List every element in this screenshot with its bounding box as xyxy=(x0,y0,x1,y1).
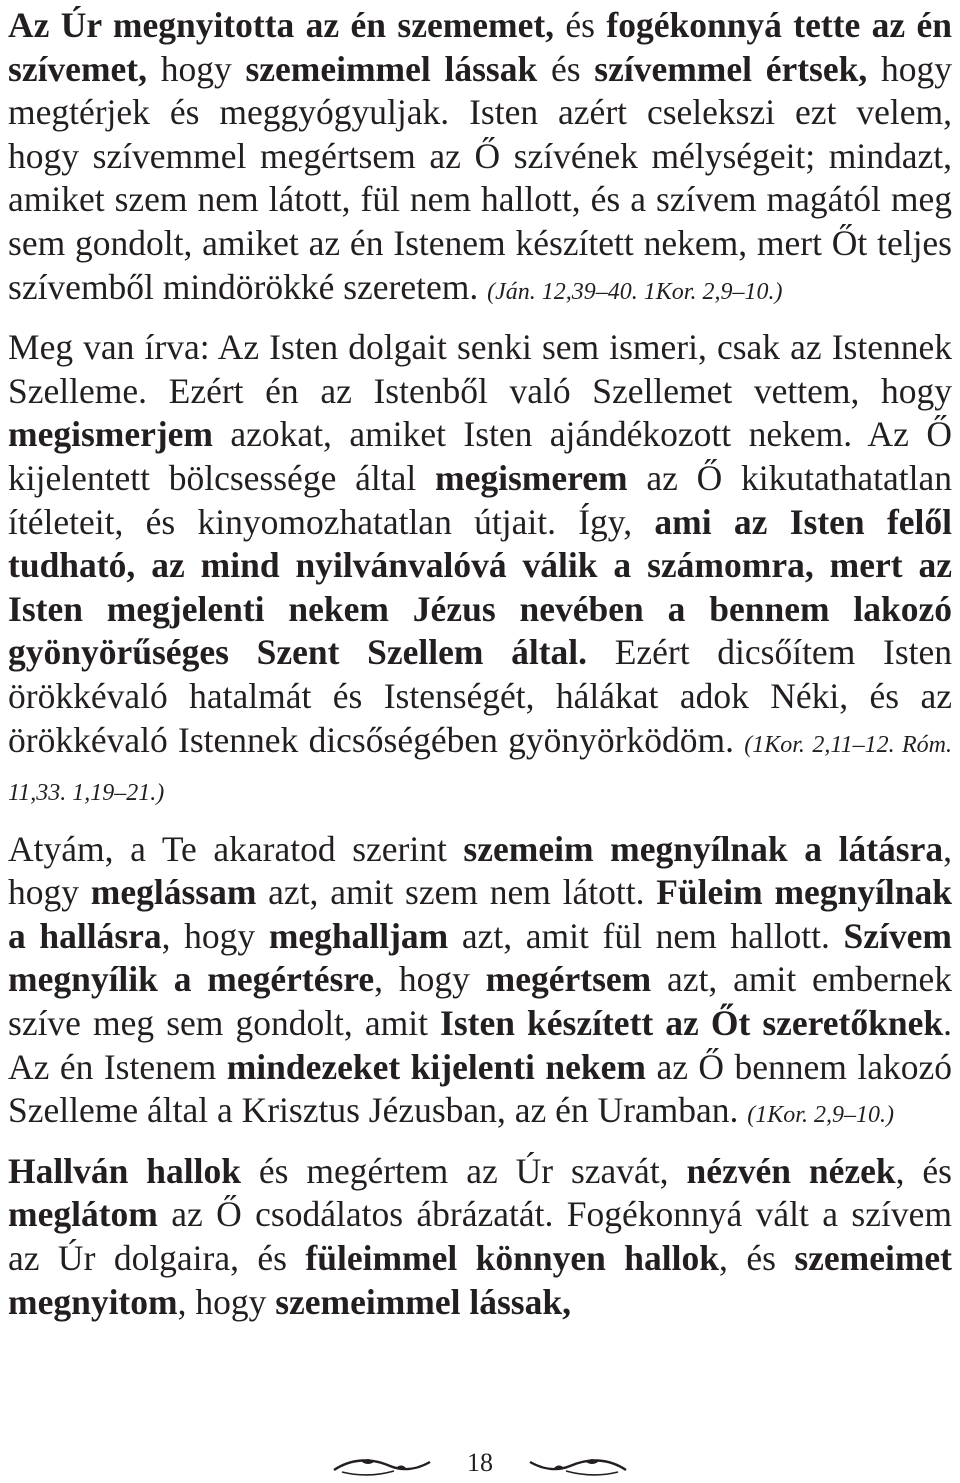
text-run: az Ő bennem lakozó Szelleme által a Krisztus Jézusban, az én Uramban. xyxy=(8,1046,953,1131)
emphasis-text: Az Úr megnyitotta az én szememet, xyxy=(8,5,555,45)
scripture-reference: (Ján. 12,39–40. 1Kor. 2,9–10.) xyxy=(487,278,783,305)
text-run: Meg van írva: Az Isten dolgait senki sem ismeri, csak az Istennek Szelleme. Ezért én az Istenből való Szellemet vettem, hogy xyxy=(8,327,952,411)
emphasis-text: szemeimet megnyitom xyxy=(8,1238,952,1322)
emphasis-text: ami az Isten felől tudható, az mind nyilvánvalóvá válik a számomra, mert az Isten megjelenti nekem Jézus nevében a bennem lakozó gyönyörűséges Szent Szellem által. xyxy=(8,501,952,673)
paragraph-4 xyxy=(8,1150,952,1324)
page-body xyxy=(8,4,952,1324)
paragraph-2 xyxy=(8,326,952,816)
scripture-reference: (1Kor. 2,9–10.) xyxy=(747,1102,894,1129)
text-run: Ezért dicsőítem Isten örökkévaló hatalmát és Istenségét, hálákat adok Néki, és az örökkévaló Istennek dicsőségében gyönyörködöm. xyxy=(8,632,952,760)
text-run: azt, amit fül nem hallott. xyxy=(448,915,844,956)
text-run: , hogy xyxy=(8,828,952,913)
text-run: és xyxy=(554,5,607,45)
text-run: hogy xyxy=(146,48,246,89)
page-number: 18 xyxy=(467,1448,493,1477)
emphasis-text: szemeimmel lássak xyxy=(245,48,538,89)
text-run: azt, amit szem nem látott. xyxy=(256,872,657,913)
text-run: és xyxy=(537,48,595,89)
emphasis-text: Hallván hallok xyxy=(8,1150,241,1191)
emphasis-text: megismerjem xyxy=(8,414,213,455)
emphasis-text: meghalljam xyxy=(268,915,449,956)
page-footer xyxy=(0,1440,960,1480)
emphasis-text: szemeimmel lássak, xyxy=(275,1281,571,1322)
text-run: az Ő kikutathatatlan ítéleteit, és kinyomozhatatlan útjait. Így, xyxy=(8,457,952,542)
emphasis-text: füleimmel könnyen hallok xyxy=(305,1238,720,1279)
paragraph-3 xyxy=(8,828,952,1138)
text-run: azokat, amiket Isten ajándékozott nekem. Az Ő kijelentett bölcsessége által xyxy=(8,414,952,498)
ornament-right-icon xyxy=(528,1454,628,1480)
emphasis-text: megértsem xyxy=(485,959,652,1000)
emphasis-text: Szívem megnyílik a megértésre xyxy=(8,915,952,1000)
text-run: , hogy xyxy=(161,915,269,956)
text-run: az Ő csodálatos ábrázatát. Fogékonnyá vált a szívem az Úr dolgaira, és xyxy=(8,1194,952,1279)
scripture-reference: (1Kor. 2,11–12. Róm. 11,33. 1,19–21.) xyxy=(8,731,952,807)
text-run: és megértem az Úr szavát, xyxy=(240,1150,687,1191)
text-run: hogy megtérjek és meggyógyuljak. Isten azért cselekszi ezt velem, hogy szívemmel megértsem az Ő szívének mélységeit; mindazt, amiket szem nem látott, fül nem hallott, és a szívem magától meg sem gondolt, amiket az én Istenem készített nekem, mert Őt teljes szívemből mindörökké szeretem. xyxy=(8,48,953,307)
text-run: , hogy xyxy=(177,1281,276,1322)
emphasis-text: szemeim megnyílnak a látásra xyxy=(463,828,944,869)
text-run: Atyám, a Te akaratod szerint xyxy=(8,828,464,869)
text-run: , hogy xyxy=(374,959,486,1000)
emphasis-text: mindezeket kijelenti nekem xyxy=(226,1046,646,1087)
emphasis-text: szívemmel értsek, xyxy=(594,48,868,89)
emphasis-text: megismerem xyxy=(435,457,628,498)
text-run: , és xyxy=(719,1238,795,1279)
emphasis-text: fogékonnyá tette az én szívemet, xyxy=(8,5,953,89)
emphasis-text: meglássam xyxy=(90,872,257,913)
emphasis-text: nézvén nézek xyxy=(686,1150,896,1191)
emphasis-text: Isten készített az Őt szeretőknek xyxy=(440,1003,944,1044)
text-run: azt, amit embernek szíve meg sem gondolt, amit xyxy=(8,959,952,1044)
text-run: . Az én Istenem xyxy=(8,1003,952,1087)
paragraph-1 xyxy=(8,4,952,314)
text-run: , és xyxy=(895,1150,952,1191)
emphasis-text: meglátom xyxy=(8,1194,158,1235)
emphasis-text: Füleim megnyílnak a hallásra xyxy=(8,872,952,956)
